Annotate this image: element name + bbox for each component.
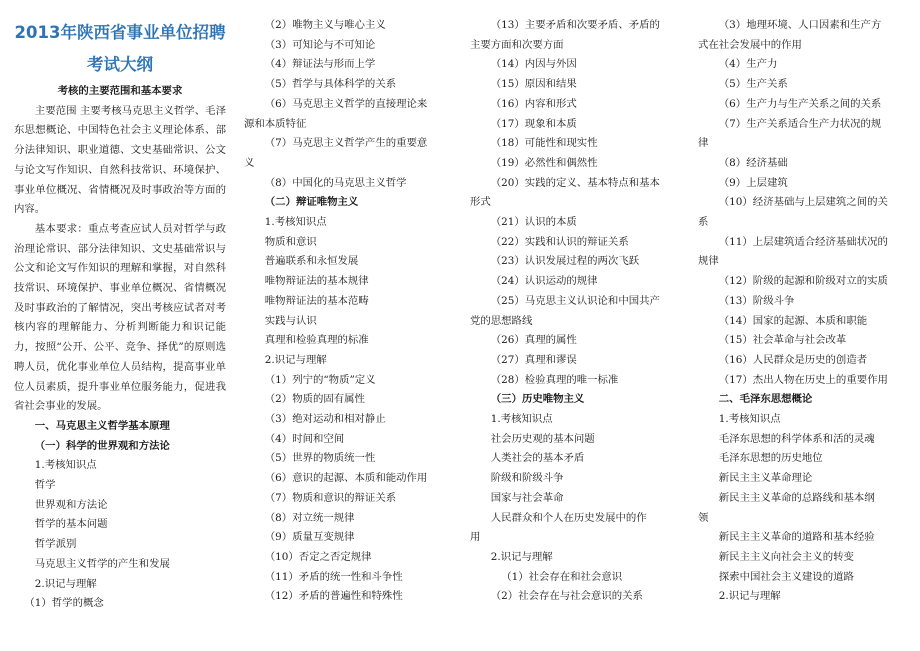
list-item: （28）检验真理的唯一标准: [490, 373, 619, 386]
list-item: （14）内因与外因: [490, 58, 577, 71]
list-item: 唯物辩证法的基本规律: [264, 275, 369, 288]
list-item: （26）真理的属性: [490, 334, 577, 347]
list-item: （12）矛盾的普遍性和特殊性: [264, 590, 403, 603]
list-item: 1.考核知识点: [490, 413, 553, 426]
list-item: （10）经济基础与上层建筑之间的关: [718, 196, 888, 209]
list-item: （1）哲学的概念: [24, 597, 104, 610]
list-item: （6）意识的起源、本质和能动作用: [264, 472, 428, 485]
list-item: （7）马克思主义哲学产生的重要意: [264, 137, 428, 150]
doc-title-line1: 2013年陕西省事业单位招聘: [14, 23, 226, 42]
list-item: （11）矛盾的统一性和斗争性: [264, 570, 403, 583]
list-item: （2）唯物主义与唯心主义: [264, 19, 386, 31]
list-item: （11）上层建筑适合经济基础状况的: [718, 235, 888, 248]
list-item: 国家与社会革命: [490, 491, 564, 504]
list-item-continued: 规律: [698, 255, 719, 268]
list-item: （6）生产力与生产关系之间的关系: [718, 97, 882, 110]
list-item: （9）上层建筑: [718, 176, 788, 189]
list-item: 2.识记与理解: [34, 577, 97, 590]
list-item: 2.识记与理解: [718, 590, 781, 603]
list-item-continued: 领: [698, 511, 709, 524]
list-item: （21）认识的本质: [490, 216, 577, 229]
list-item: （8）中国化的马克思主义哲学: [264, 176, 407, 189]
list-item: 2.识记与理解: [490, 550, 553, 563]
list-item: 社会历史观的基本问题: [490, 432, 595, 445]
list-item: 探索中国社会主义建设的道路: [718, 570, 854, 583]
list-item: （16）人民群众是历史的创造者: [718, 353, 868, 366]
list-item: （5）哲学与具体科学的关系: [264, 78, 397, 91]
list-item: （4）辩证法与形而上学: [264, 58, 376, 71]
column-3: [470, 16, 680, 607]
list-item: 毛泽东思想的历史地位: [718, 452, 823, 465]
list-item: （5）生产关系: [718, 78, 788, 91]
column-2: [244, 16, 449, 607]
requirements-paragraph: 基本要求：重点考查应试人员对哲学与政治理论常识、部分法律知识、文史基础常识与公文和论文写作知识的理解和掌握，对自然科技常识、环境保护、事业单位概况、省情概况及时事政治的了解情况，突出考核应试者对考核内容的理解能力、分析判断能力和识记能力，按照“公开、公平、竞争、择优”的原则选聘人员，优化事业单位人员结构，提高事业单位人员素质，提升事业单位服务能力，促进我省社会事业的发展。: [14, 222, 226, 413]
list-item: 唯物辩证法的基本范畴: [264, 294, 369, 307]
list-item: 2.识记与理解: [264, 353, 327, 366]
list-item: （17）现象和本质: [490, 117, 577, 130]
list-item-continued: 义: [244, 156, 255, 169]
list-item: （18）可能性和现实性: [490, 137, 598, 150]
list-item: （16）内容和形式: [490, 97, 577, 110]
list-item: （23）认识发展过程的两次飞跃: [490, 255, 640, 268]
list-item: 马克思主义哲学的产生和发展: [34, 557, 170, 570]
doc-subtitle: 考核的主要范围和基本要求: [57, 85, 183, 97]
list-item: （13）阶级斗争: [718, 294, 795, 307]
subsection-heading: （二）辩证唯物主义: [264, 196, 359, 209]
list-item: （6）马克思主义哲学的直接理论来: [264, 97, 428, 110]
list-item: （3）绝对运动和相对静止: [264, 413, 386, 426]
list-item: 新民主主义向社会主义的转变: [718, 550, 854, 563]
list-item: （20）实践的定义、基本特点和基本: [490, 176, 660, 189]
list-item: 新民主主义革命的总路线和基本纲: [718, 491, 875, 504]
list-item: 新民主主义革命理论: [718, 472, 813, 485]
list-item-continued: 形式: [470, 196, 491, 209]
list-item-continued: 用: [470, 531, 481, 544]
list-item: 哲学: [34, 479, 56, 492]
list-item: （19）必然性和偶然性: [490, 156, 598, 169]
list-item: （1）列宁的“物质”定义: [264, 373, 376, 386]
list-item: 1.考核知识点: [34, 459, 97, 472]
column-1: [14, 16, 226, 614]
list-item: 物质和意识: [264, 235, 317, 248]
list-item: 实践与认识: [264, 314, 317, 327]
section-heading: 二、毛泽东思想概论: [718, 393, 813, 406]
list-item-continued: 律: [698, 137, 709, 150]
list-item: 真理和检验真理的标准: [264, 334, 369, 347]
list-item-continued: 源和本质特征: [244, 117, 307, 130]
list-item: （5）世界的物质统一性: [264, 452, 376, 465]
list-item: 世界观和方法论: [34, 498, 108, 511]
scope-paragraph: 主要范围 主要考核马克思主义哲学、毛泽东思想概论、中国特色社会主义理论体系、部分法律知识、职业道德、文史基础常识、公文与论文写作知识、自然科技常识、环境保护、事业单位概况、省情概况及时事政治等方面的内容。: [14, 104, 226, 216]
list-item: 普遍联系和永恒发展: [264, 255, 359, 268]
list-item: （3）可知论与不可知论: [264, 38, 376, 51]
list-item: （9）质量互变规律: [264, 531, 355, 544]
subsection-heading: （三）历史唯物主义: [490, 393, 585, 406]
list-item: 人民群众和个人在历史发展中的作: [490, 511, 647, 524]
list-item: （4）时间和空间: [264, 432, 345, 445]
list-item: 哲学的基本问题: [34, 518, 108, 531]
list-item: 毛泽东思想的科学体系和活的灵魂: [718, 432, 875, 445]
list-item: 人类社会的基本矛盾: [490, 452, 585, 465]
list-item: （15）社会革命与社会改革: [718, 334, 847, 347]
list-item: （22）实践和认识的辩证关系: [490, 235, 629, 248]
list-item: （12）阶级的起源和阶级对立的实质: [718, 275, 888, 288]
subsection-heading: （一）科学的世界观和方法论: [34, 439, 170, 452]
list-item: （4）生产力: [718, 58, 778, 71]
list-item: （8）经济基础: [718, 156, 788, 169]
list-item: （7）生产关系适合生产力状况的规: [718, 117, 882, 130]
list-item: （24）认识运动的规律: [490, 275, 598, 288]
list-item: （17）杰出人物在历史上的重要作用: [718, 373, 888, 386]
list-item-continued: 式在社会发展中的作用: [698, 38, 802, 51]
list-item: 1.考核知识点: [264, 216, 327, 229]
list-item: 哲学派别: [34, 538, 77, 551]
list-item-continued: 主要方面和次要方面: [470, 38, 564, 51]
list-item: （25）马克思主义认识论和中国共产: [490, 294, 660, 307]
list-item: （8）对立统一规律: [264, 511, 355, 524]
list-item: （1）社会存在和社会意识: [501, 570, 623, 583]
list-item-continued: 党的思想路线: [470, 314, 533, 327]
list-item: （15）原因和结果: [490, 78, 577, 91]
list-item-continued: 系: [698, 216, 709, 229]
list-item: （2）社会存在与社会意识的关系: [490, 590, 643, 603]
list-item: （7）物质和意识的辩证关系: [264, 491, 397, 504]
section-heading: 一、马克思主义哲学基本原理: [34, 419, 170, 432]
list-item: 1.考核知识点: [718, 413, 781, 426]
list-item: （14）国家的起源、本质和职能: [718, 314, 868, 327]
list-item: （27）真理和谬误: [490, 353, 577, 366]
column-4: [698, 16, 908, 607]
list-item: （10）否定之否定规律: [264, 550, 372, 563]
list-item: （3）地理环境、人口因素和生产方: [718, 19, 882, 31]
doc-title-line2: 考试大纲: [87, 55, 153, 74]
list-item: 阶级和阶级斗争: [490, 472, 564, 485]
list-item: （13）主要矛盾和次要矛盾、矛盾的: [490, 19, 660, 31]
list-item: （2）物质的固有属性: [264, 393, 365, 406]
list-item: 新民主主义革命的道路和基本经验: [718, 531, 875, 544]
